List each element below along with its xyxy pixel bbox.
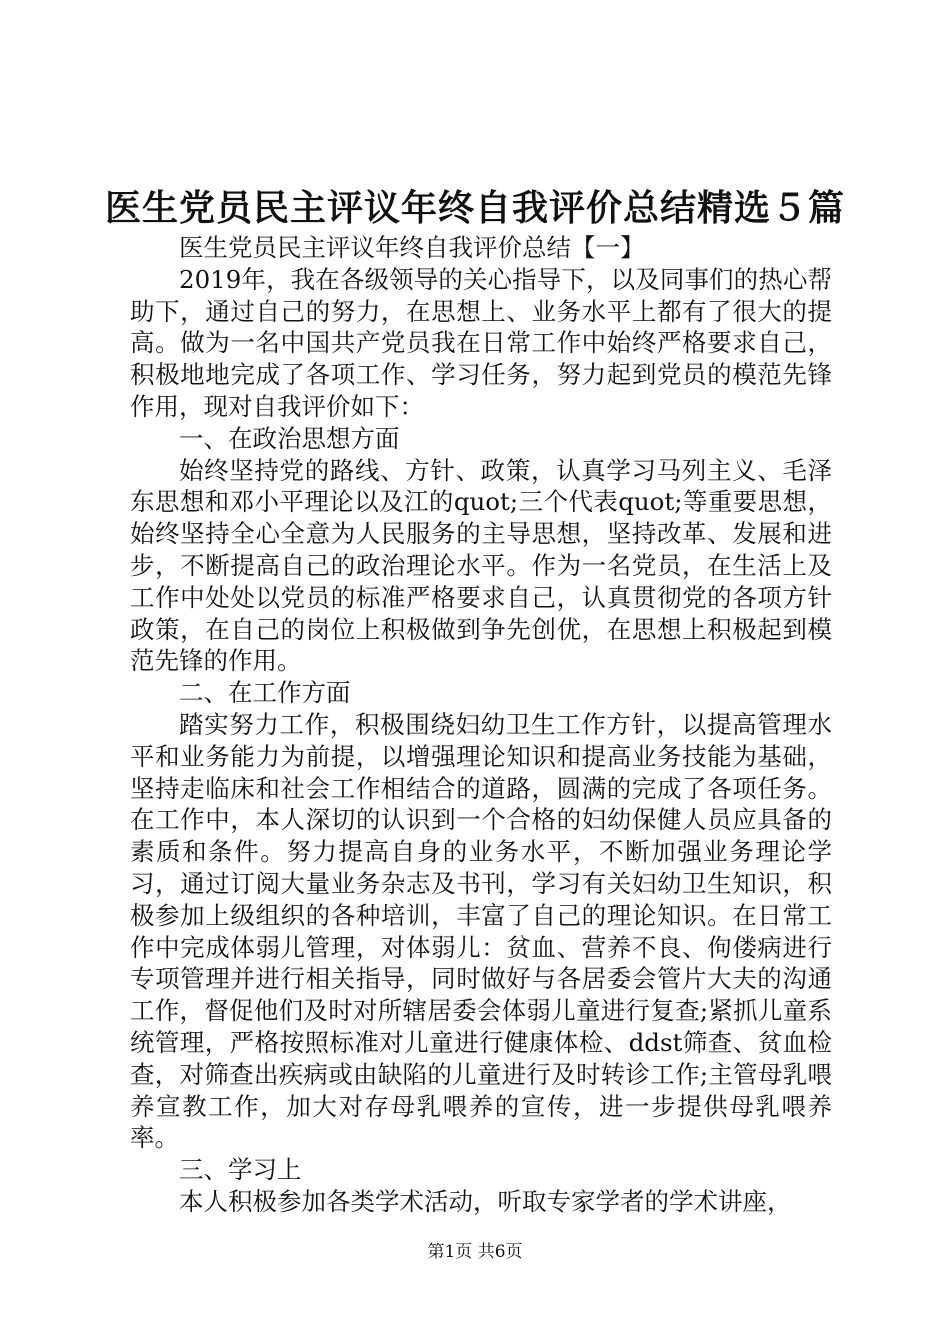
body-paragraph: 踏实努力工作，积极围绕妇幼卫生工作方针，以提高管理水平和业务能力为前提，以增强理论知识和提高业务技能为基础，坚持走临床和社会工作相结合的道路，圆满的完成了各项任务。在工作中，本人深切的认识到一个合格的妇幼保健人员应具备的素质和条件。努力提高自身的业务水平，不断加强业务理论学习，通过订阅大量业务杂志及书刊，学习有关妇幼卫生知识，积极参加上级组织的各种培训，丰富了自己的理论知识。在日常工作中完成体弱儿管理，对体弱儿：贫血、营养不良、佝偻病进行专项管理并进行相关指导，同时做好与各居委会管片大夫的沟通工作，督促他们及时对所辖居委会体弱儿童进行复查;紧抓儿童系统管理，严格按照标准对儿童进行健康体检、ddst筛查、贫血检查，对筛查出疾病或由缺陷的儿童进行及时转诊工作;主管母乳喂养宣教工作，加大对存母乳喂养的宣传，进一步提供母乳喂养率。: [130, 709, 832, 1153]
section-heading: 二、在工作方面: [179, 678, 351, 708]
body-paragraph: 2019年，我在各级领导的关心指导下，以及同事们的热心帮助下，通过自己的努力，在思想上、业务水平上都有了很大的提高。做为一名中国共产党员我在日常工作中始终严格要求自己，积极地地完成了各项工作、学习任务，努力起到党员的模范先锋作用，现对自我评价如下：: [130, 264, 832, 421]
document-title: 医生党员民主评议年终自我评价总结精选５篇: [104, 187, 845, 229]
document-body: [130, 232, 832, 1218]
page-number: 第1页 共6页: [427, 1242, 523, 1262]
body-paragraph: 始终坚持党的路线、方针、政策，认真学习马列主义、毛泽东思想和邓小平理论以及江的quot;三个代表quot;等重要思想，始终坚持全心全意为人民服务的主导思想，坚持改革、发展和进步，不断提高自己的政治理论水平。作为一名党员，在生活上及工作中处处以党员的标准严格要求自己，认真贯彻党的各项方针政策，在自己的岗位上积极做到争先创优，在思想上积极起到模范先锋的作用。: [130, 455, 832, 676]
body-paragraph: 本人积极参加各类学术活动，听取专家学者的学术讲座，: [179, 1186, 792, 1216]
section-heading: 一、在政治思想方面: [179, 423, 400, 453]
section-heading: 三、学习上: [179, 1155, 302, 1185]
section-heading: 医生党员民主评议年终自我评价总结【一】: [179, 233, 645, 262]
